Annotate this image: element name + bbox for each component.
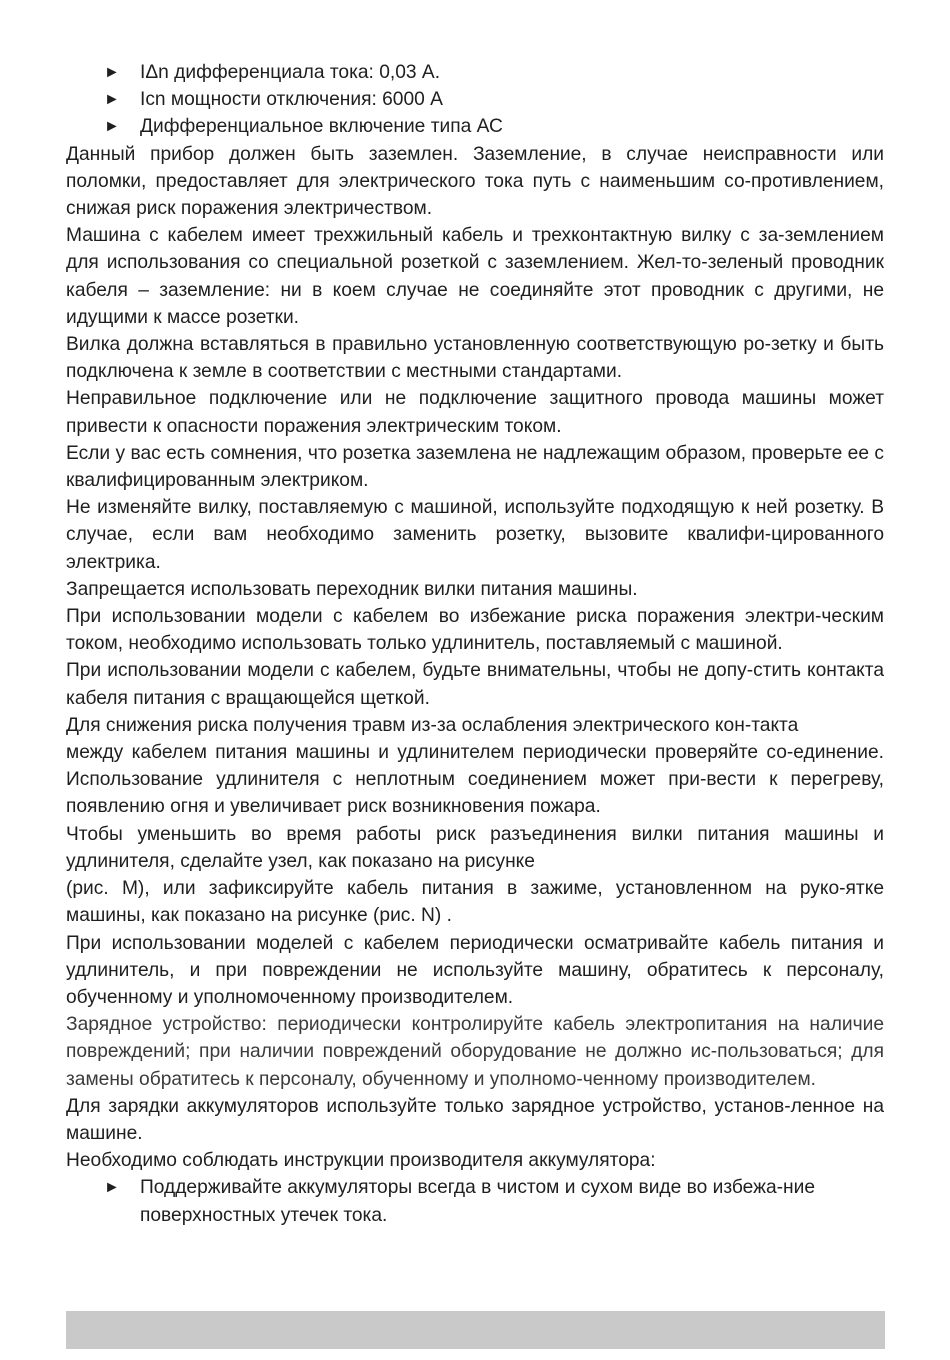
bullet-item: [66, 86, 884, 113]
footer-bar: [66, 1311, 885, 1349]
bullet-text-keep-batteries-clean: Поддерживайте аккумуляторы всегда в чистом и сухом виде во избежа-ние поверхностных утечек тока.: [140, 1177, 816, 1226]
bullet-text-breaking-capacity: Icn мощности отключения: 6000 А: [140, 89, 443, 111]
paragraph-inspect-cable: При использовании моделей с кабелем периодически осматривайте кабель питания и удлинитель, и при повреждении не используйте машину, обратитесь к персоналу, обученному и уполномоченному производителем.: [66, 932, 884, 1008]
bullet-arrow-icon: ►: [104, 1179, 120, 1197]
document-body: [66, 59, 884, 1229]
paragraph-charger: Зарядное устройство: периодически контролируйте кабель электропитания на наличие повреждений; при наличии повреждений оборудование не должно ис-пользоваться; для замены обратитесь к персоналу, обученному и уполномо-ченному производителем.: [66, 1014, 884, 1090]
paragraph-do-not-modify-plug: Не изменяйте вилку, поставляемую с машиной, используйте подходящую к ней розетку. В случае, если вам необходимо заменить розетку, вызовите квалифи-цированного электрика.: [66, 497, 884, 573]
paragraph-extension-only: При использовании модели с кабелем во избежание риска поражения электри-ческим током, необходимо использовать только удлинитель, поставляемый с машиной.: [66, 606, 884, 655]
paragraph-check-connection: между кабелем питания машины и удлинителем периодически проверяйте со-единение. Использование удлинителя с неплотным соединением может при-вести к перегреву, появлению огня и увеличивает риск возникновения пожара.: [66, 742, 884, 818]
paragraph-brush-contact: При использовании модели с кабелем, будьте внимательны, чтобы не допу-стить контакта кабеля питания с вращающейся щеткой.: [66, 660, 884, 709]
paragraph-wrong-connection: Неправильное подключение или не подключение защитного провода машины может привести к опасности поражения электрическим током.: [66, 388, 884, 437]
paragraph-grounding: Данный прибор должен быть заземлен. Заземление, в случае неисправности или поломки, предоставляет для электрического тока путь с наименьшим со-противлением, снижая риск поражения электричеством.: [66, 143, 884, 220]
paragraph-knot: Чтобы уменьшить во время работы риск разъединения вилки питания машины и удлинителя, сделайте узел, как показано на рисунке: [66, 823, 884, 872]
bullet-text-rcd-current: IΔn дифференциала тока: 0,03 А.: [140, 62, 441, 83]
bullet-arrow-icon: ►: [104, 64, 120, 81]
bullet-arrow-icon: ►: [104, 91, 120, 109]
bullet-item: [66, 113, 884, 140]
paragraph-charger-only: Для зарядки аккумуляторов используйте только зарядное устройство, установ-ленное на машине.: [66, 1095, 884, 1144]
paragraph-doubts: Если у вас есть сомнения, что розетка заземлена не надлежащим образом, проверьте ее с квалифицированным электриком.: [66, 442, 884, 492]
paragraph-three-wire-cable: Машина с кабелем имеет трехжильный кабель и трехконтактную вилку с за-землением для использования со специальной розеткой с заземлением. Жел-то-зеленый проводник кабеля – заземление: ни в коем случае не соединяйте этот проводник с другими, не идущими к массе розетки.: [66, 225, 884, 328]
bullet-arrow-icon: ►: [104, 118, 120, 136]
bullet-text-ac-type: Дифференциальное включение типа АС: [140, 116, 503, 138]
paragraph-plug-socket: Вилка должна вставляться в правильно установленную соответствующую ро-зетку и быть подключена к земле в соответствии с местными стандартами.: [66, 334, 884, 383]
paragraph-no-adapter: Запрещается использовать переходник вилки питания машины.: [66, 578, 638, 600]
paragraph-battery-instructions: Необходимо соблюдать инструкции производителя аккумулятора:: [66, 1150, 656, 1172]
bullet-item: [66, 59, 884, 86]
bullet-item: [66, 1174, 884, 1228]
paragraph-clamp: (рис. M), или зафиксируйте кабель питания в зажиме, установленном на руко-ятке машины, как показано на рисунке (рис. N) .: [66, 878, 884, 927]
paragraph-loose-contact: Для снижения риска получения травм из-за ослабления электрического кон-такта: [66, 714, 799, 736]
